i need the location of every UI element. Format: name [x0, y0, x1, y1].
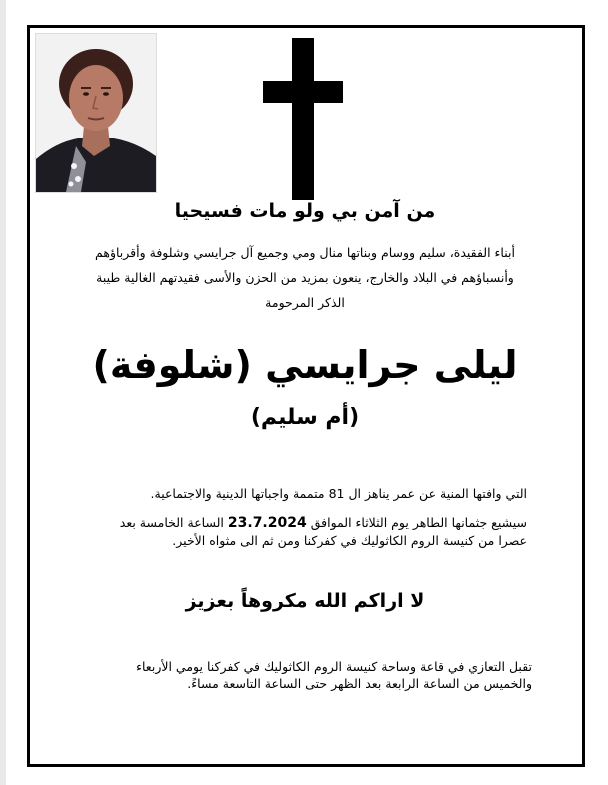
intro-line: وأنسباؤهم في البلاد والخارج، ينعون بمزيد من الحزن والأسى فقيدتهم الغالية طيبة: [96, 270, 514, 285]
intro-line: الذكر المرحومة: [265, 295, 345, 310]
condolence-info: [90, 658, 532, 692]
page-gutter: [0, 0, 6, 785]
farewell-phrase: لا اراكم الله مكروهاً بعزيز: [185, 590, 425, 612]
funeral-line-1: [95, 514, 527, 532]
deceased-nickname: (أم سليم): [250, 405, 360, 430]
funeral-text-before-date: سيشيع جثمانها الطاهر يوم الثلاثاء الموافق: [310, 515, 527, 530]
scripture-headline: من آمن بي ولو مات فسيحيا: [174, 200, 436, 222]
funeral-details: [95, 485, 527, 549]
mourners-intro: [55, 240, 555, 315]
death-line: التي وافتها المنية عن عمر يناهز ال 81 متممة واجباتها الدينية والاجتماعية.: [150, 486, 527, 501]
deceased-name: ليلى جرايسي (شلوفة): [92, 343, 518, 387]
funeral-date: 23.7.2024: [227, 515, 307, 531]
condolence-line-2: والخميس من الساعة الرابعة بعد الظهر حتى الساعة التاسعة مساءً.: [187, 676, 532, 691]
condolence-line-1: تقبل التعازي في قاعة وساحة كنيسة الروم الكاثوليك في كفركنا يومي الأربعاء: [136, 659, 532, 674]
portrait-photo: [35, 33, 157, 193]
cross-icon-bar: [263, 81, 343, 103]
funeral-line-2: عصرا من كنيسة الروم الكاثوليك في كفركنا ومن ثم الى مثواه الأخير.: [172, 533, 527, 548]
intro-line: أبناء الفقيدة، سليم ووسام وبناتها منال ومي وجميع آل جرايسي وشلوفة وأقرباؤهم: [95, 245, 515, 260]
funeral-text-after-date: الساعة الخامسة بعد: [119, 515, 224, 530]
portrait-illustration: [36, 34, 156, 192]
cross-icon: [292, 38, 314, 200]
